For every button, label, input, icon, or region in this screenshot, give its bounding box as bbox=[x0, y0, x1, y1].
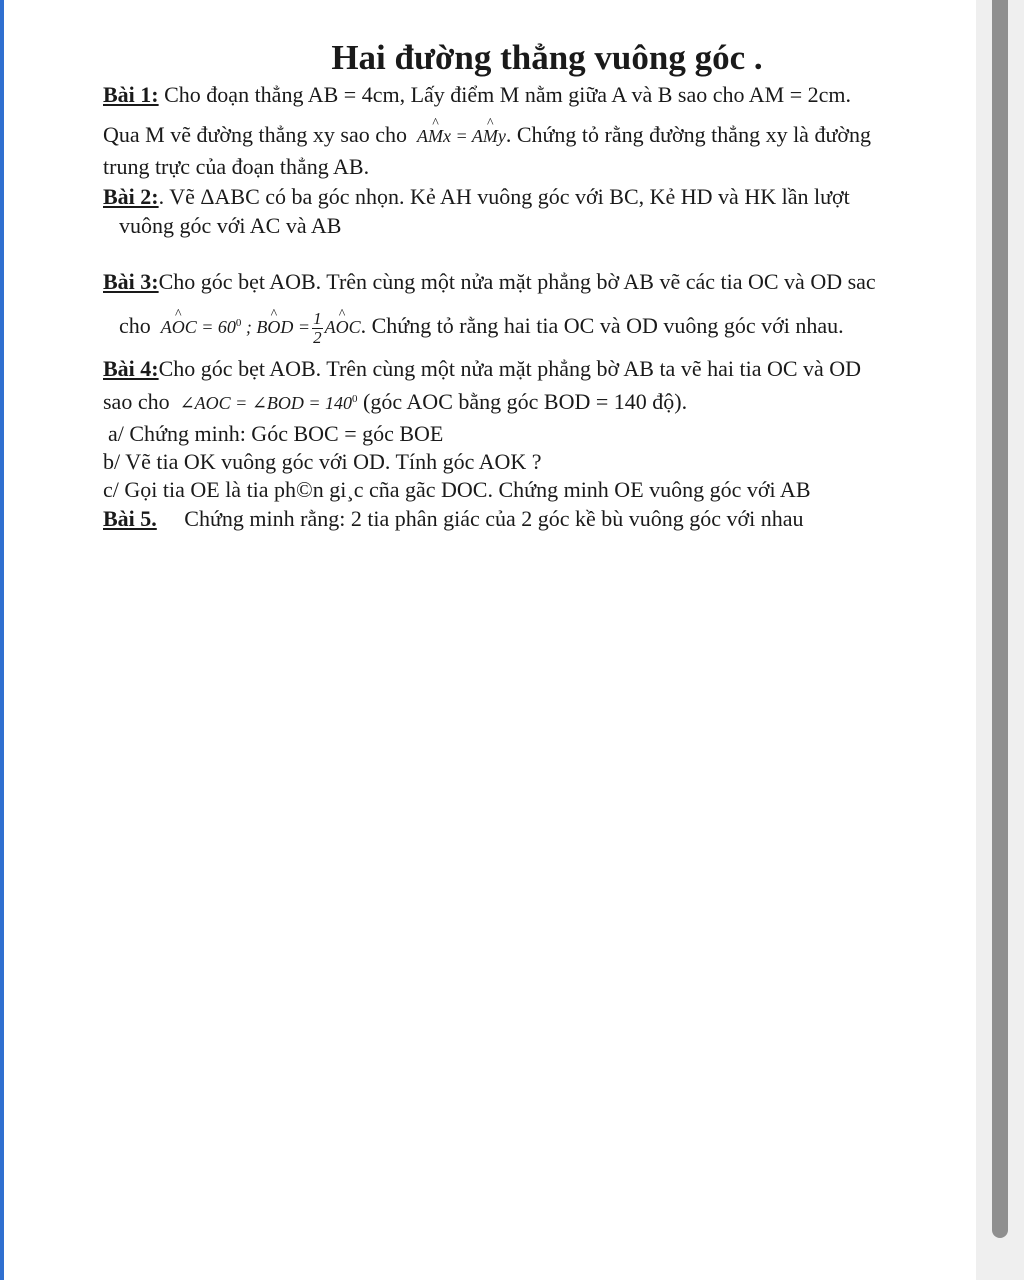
bai1-formula: A^ Mx = A^ My bbox=[413, 126, 506, 146]
bai4-line1 bbox=[103, 355, 861, 383]
bai4-part-b: b/ Vẽ tia OK vuông góc với OD. Tính góc AOK ? bbox=[103, 449, 542, 474]
page-title: Hai đường thẳng vuông góc . bbox=[331, 38, 763, 77]
bai4-text2-post: (góc AOC bằng góc BOD = 140 độ). bbox=[363, 389, 688, 414]
bai3-text2-post: . Chứng tỏ rằng hai tia OC và OD vuông góc với nhau. bbox=[360, 313, 844, 338]
window-left-edge bbox=[0, 0, 4, 1280]
bai1-line2 bbox=[103, 121, 871, 150]
bai3-line2 bbox=[119, 305, 844, 347]
bai5-text: Chứng minh rằng: 2 tia phân giác của 2 góc kề bù vuông góc với nhau bbox=[184, 506, 804, 531]
bai1-text2-pre: Qua M vẽ đường thẳng xy sao cho bbox=[103, 122, 408, 147]
bai1-text1: Cho đoạn thẳng AB = 4cm, Lấy điểm M nằm giữa A và B sao cho AM = 2cm. bbox=[164, 82, 852, 107]
bai2-line2: vuông góc với AC và AB bbox=[119, 213, 342, 238]
bai3-label: Bài 3: bbox=[103, 269, 159, 294]
bai1-line3: trung trực của đoạn thẳng AB. bbox=[103, 154, 370, 179]
bai5-label: Bài 5. bbox=[103, 506, 157, 531]
bai4-formula: ∠AOC = ∠BOD = 140 bbox=[179, 393, 353, 413]
bai5-line bbox=[103, 505, 804, 533]
bai4-formula-wrap: ∠AOC = ∠BOD = $140^0$ bbox=[179, 393, 358, 413]
bai4-part-a: a/ Chứng minh: Góc BOC = góc BOE bbox=[108, 421, 444, 446]
bai4-label: Bài 4: bbox=[103, 356, 159, 381]
bai4-text2-pre: sao cho bbox=[103, 389, 170, 414]
bai3-line1 bbox=[103, 268, 876, 296]
scrollbar-thumb[interactable] bbox=[992, 0, 1008, 1238]
bai3-text1: Cho góc bẹt AOB. Trên cùng một nửa mặt phẳng bờ AB vẽ các tia OC và OD sac bbox=[158, 269, 876, 294]
bai1-text2-post: . Chứng tỏ rằng đường thẳng xy là đường bbox=[505, 122, 871, 147]
bai4-text1: Cho góc bẹt AOB. Trên cùng một nửa mặt phẳng bờ AB ta vẽ hai tia OC và OD bbox=[158, 356, 862, 381]
bai2-text1: . Vẽ ΔABC có ba góc nhọn. Kẻ AH vuông góc với BC, Kẻ HD và HK lần lượt bbox=[158, 184, 850, 209]
bai3-formula: A^ OC = $60^0$ ; B^ OD = $\frac{1}{2}$ A^ OC bbox=[156, 317, 360, 337]
bai2-label: Bài 2: bbox=[103, 184, 159, 209]
bai1-line1 bbox=[103, 81, 851, 109]
bai4-line2 bbox=[103, 385, 687, 417]
bai3-text2-pre: cho bbox=[119, 313, 151, 338]
bai4-part-c: c/ Gọi tia OE là tia ph©n gi¸c cña gãc DOC. Chứng minh OE vuông góc với AB bbox=[103, 477, 811, 502]
bai1-label: Bài 1: bbox=[103, 82, 159, 107]
bai2-line1 bbox=[103, 183, 850, 211]
